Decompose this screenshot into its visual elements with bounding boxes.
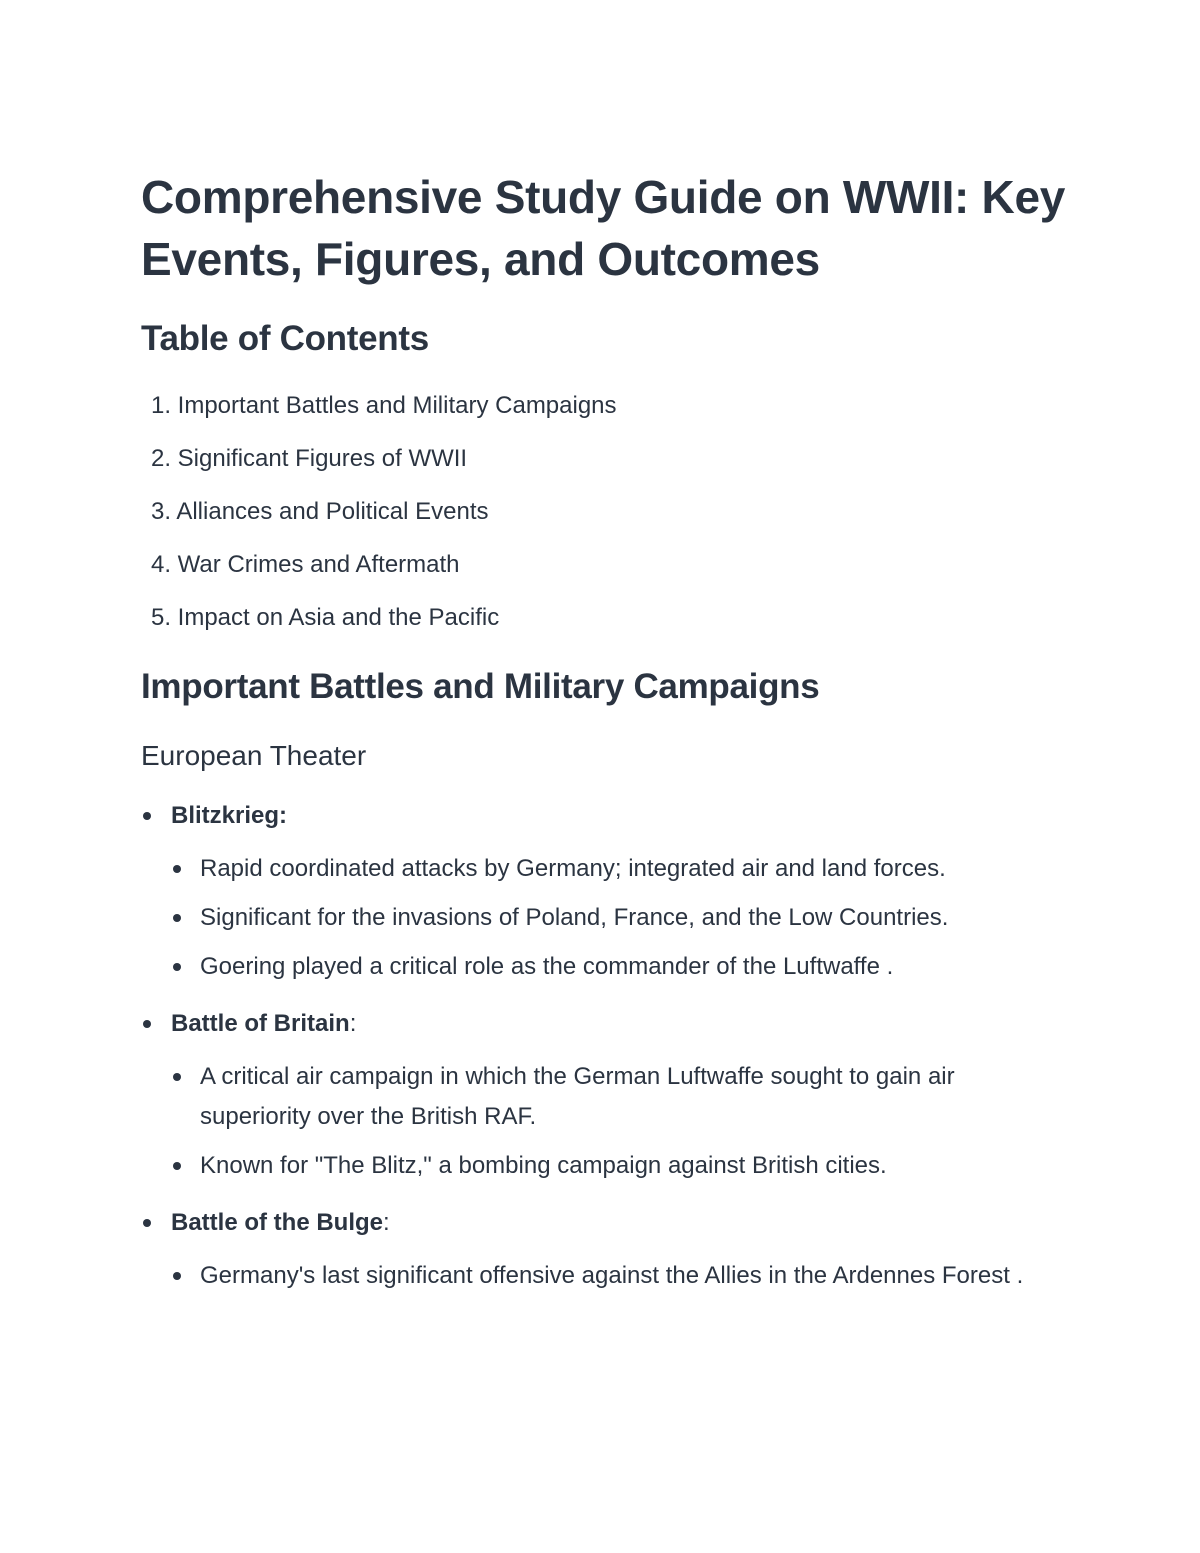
sub-list [171,1256,1071,1296]
bullet-icon [173,865,181,873]
toc-item [141,602,617,655]
bullet-icon [173,914,181,922]
document-title: Comprehensive Study Guide on WWII: Key Events, Figures, and Outcomes [141,171,1066,285]
sub-list-item [171,947,1071,987]
toc-item-number: 4. [150,551,171,578]
bullet-list [141,800,1071,1317]
bullet-icon [173,1162,181,1170]
toc-item [141,549,617,602]
bullet-icon [143,1219,151,1227]
bullet-icon [173,1073,181,1081]
toc-item-number: 1. [150,392,171,419]
toc-item-label: Alliances and Political Events [176,498,489,525]
section-heading: Important Battles and Military Campaigns [141,667,820,706]
sub-list-item-text: A critical air campaign in which the German Luftwaffe sought to gain air superiority over the British RAF. [200,1063,955,1130]
bullet-icon [143,1020,151,1028]
sub-list-item [171,1057,1071,1137]
bullet-icon [143,812,151,820]
toc-item [141,443,617,496]
bullet-icon [173,963,181,971]
list-item-label: Battle of the Bulge [171,1209,384,1236]
sub-list-item-text: Significant for the invasions of Poland, France, and the Low Countries. [200,904,949,931]
list-item-colon: : [383,1209,390,1236]
list-item-label: Battle of Britain [171,1010,350,1037]
toc-item-label: Impact on Asia and the Pacific [177,604,500,631]
toc-item [141,390,617,443]
subsection-heading: European Theater [141,740,367,771]
list-item [141,1008,1071,1186]
toc-heading: Table of Contents [141,319,429,358]
toc-item-label: Significant Figures of WWII [177,445,468,472]
list-item [141,800,1071,987]
list-item-label: Blitzkrieg [171,802,280,829]
sub-list-item-text: Germany's last significant offensive against the Allies in the Ardennes Forest . [200,1262,1024,1289]
list-item-colon: : [279,802,288,829]
bullet-icon [173,1272,181,1280]
sub-list-item [171,1256,1071,1296]
toc-item-number: 3. [150,498,171,525]
toc-item-number: 5. [150,604,171,631]
list-item [141,1207,1071,1296]
sub-list [171,1057,1071,1186]
toc-item-number: 2. [150,445,171,472]
sub-list-item-text: Known for "The Blitz," a bombing campaign against British cities. [200,1152,887,1179]
toc-item-label: War Crimes and Aftermath [177,551,460,578]
sub-list-item [171,1146,1071,1186]
sub-list-item-text: Rapid coordinated attacks by Germany; integrated air and land forces. [200,855,946,882]
list-item-colon: : [349,1010,357,1037]
toc-item [141,496,617,549]
sub-list-item [171,898,1071,938]
sub-list [171,849,1071,987]
sub-list-item-text: Goering played a critical role as the commander of the Luftwaffe . [200,953,894,980]
sub-list-item [171,849,1071,889]
toc-item-label: Important Battles and Military Campaigns [177,392,617,419]
table-of-contents [141,390,617,655]
